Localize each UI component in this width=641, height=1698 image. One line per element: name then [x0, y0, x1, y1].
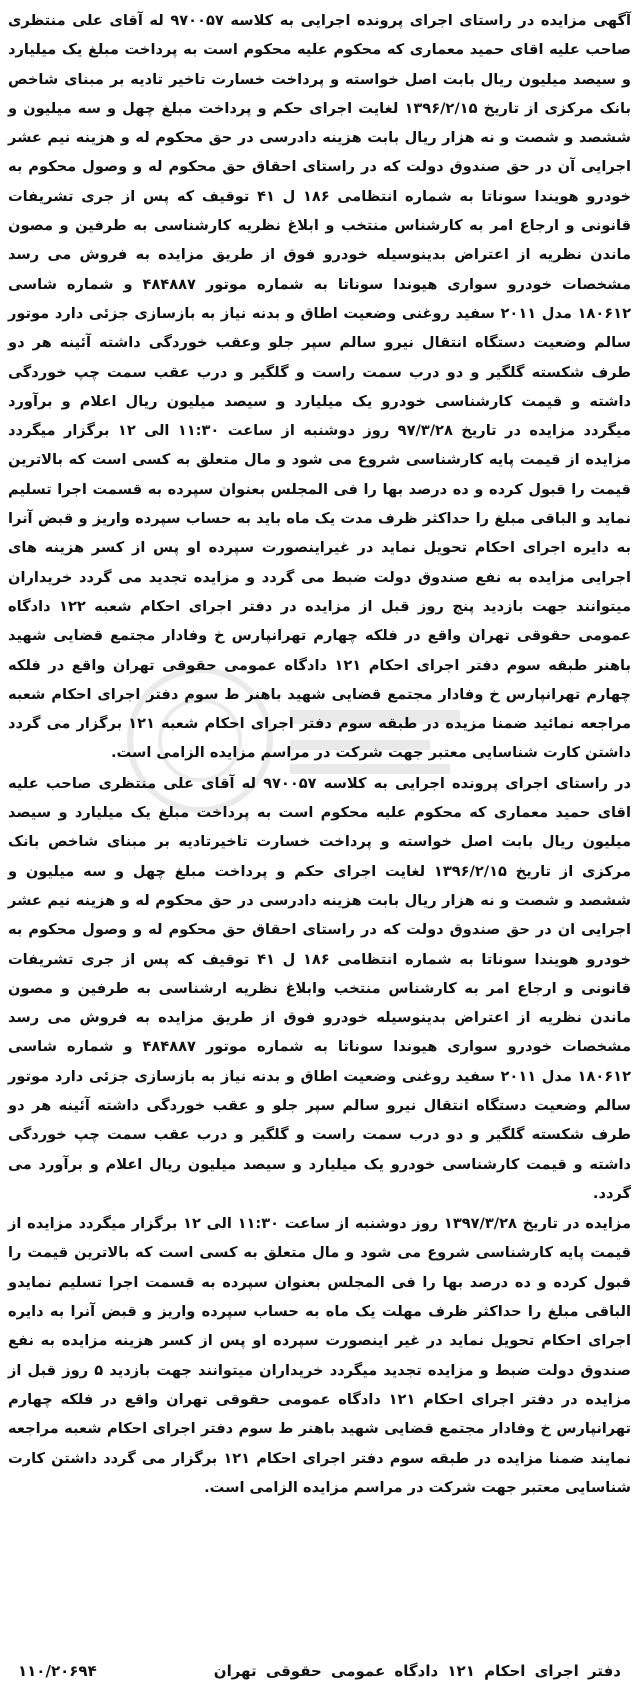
notice-paragraph-3: مزایده در تاریخ ۱۳۹۷/۳/۲۸ روز دوشنبه از ساعت ۱۱:۳۰ الی ۱۲ برگزار میگردد مزایده از قیمت پایه کارشناسی شروع می شود و مال متعلق به کسی است که بالاترین قیمت را قبول کرده و ده درصد بها را فی المجلس بعنوان سپرده به قسمت اجرا تسلیم نمایدو الباقی مبلغ را حداکثر ظرف مهلت یک ماه به حساب سپرده واریز و قبض آنرا به دایره اجرای احکام تحویل نماید در غیر اینصورت سپرده او پس از کسر هزینه مزایده به نفع صندوق دولت ضبط و مزایده تجدید میگردد خریداران میتوانند جهت بازدید ۵ روز قبل از مزایده در دفتر اجرای احکام ۱۲۱ دادگاه عمومی حقوقی تهران واقع در فلکه چهارم تهرانپارس خ وفادار مجتمع قضایی شهید باهنر ط سوم دفتر اجرای احکام شعبه مراجعه نمایند ضمنا مزایده در طبقه سوم دفتر اجرای احکام ۱۲۱ برگزار می گردد داشتن کارت شناسایی معتبر جهت شرکت در مراسم مزایده الزامی است.	[8, 1215, 631, 1496]
notice-paragraph-2: در راستای اجرای پرونده اجرایی به کلاسه ۹۷۰۰۵۷ له آقای علی منتظری صاحب علیه اقای حمید معماری که محکوم علیه محکوم است به پرداخت مبلغ یک میلیارد و سیصد میلیون ریال بابت اصل خواسته و پرداخت خسارت تاخیرتادیه بر مبنای شاخص بانک مرکزی از تاریخ ۱۳۹۶/۲/۱۵ لغایت اجرای حکم و پرداخت مبلغ چهل و سه میلیون و ششصد و شصت و نه هزار ریال بابت هزینه دادرسی در حق محکوم له و هزینه نیم عشر اجرایی ان در حق صندوق دولت که در راستای احقاق حق محکوم له و وصول محکوم به خودرو هویندا سوناتا به شماره انتظامی ۱۸۶ ل ۴۱ توقیف که پس از جری تشریفات قانونی و ارجاع امر به کارشناس منتخب وابلاغ نظریه ارشناسی به طرفین و مصون ماندن نظریه از اعتراض بدینوسیله خودرو فوق از طریق مزایده به فروش می رسد مشخصات خودرو سواری هیوندا سوناتا به شماره موتور ۴۸۴۸۸۷ و شماره شاسی ۱۸۰۶۱۲ مدل ۲۰۱۱ سفید روغنی وضعیت اطاق و بدنه نیاز به بازسازی جزئی دارد موتور سالم وضعیت دستگاه انتقال نیرو سالم سپر جلو و عقب خوردگی داشته آئینه هر دو طرف شکسته گلگیر و دو درب سمت راست و گلگیر و درب عقب سمت چپ خوردگی داشته و قیمت کارشناسی خودرو یک میلیارد و سیصد میلیون ریال اعلام و برآورد می گردد.	[8, 774, 632, 1202]
notice-code: ۱۱۰/۲۰۶۹۴	[18, 1662, 97, 1680]
notice-paragraph-1: آگهی مزایده در راستای اجرای پرونده اجرایی به کلاسه ۹۷۰۰۵۷ له آقای علی منتظری صاحب علیه اقای حمید معماری که محکوم علیه محکوم است به پرداخت مبلغ یک میلیارد و سیصد میلیون ریال بابت اصل خواسته و پرداخت خسارت تاخیر تادیه بر مبنای شاخص بانک مرکزی از تاریخ ۱۳۹۶/۲/۱۵ لغایت اجرای حکم و پرداخت مبلغ چهل و سه میلیون و ششصد و شصت و نه هزار ریال بابت هزینه دادرسی در حق محکوم له و هزینه نیم عشر اجرایی آن در حق صندوق دولت که در راستای احقاق حق محکوم له و وصول محکوم به خودرو هویندا سوناتا به شماره انتظامی ۱۸۶ ل ۴۱ توقیف که پس از جری تشریفات قانونی و ارجاع امر به کارشناس منتخب و ابلاغ نظریه کارشناسی به طرفین و مصون ماندن نظریه از اعتراض بدینوسیله خودرو فوق از طریق مزایده به فروش می رسد مشخصات خودرو سواری هیوندا سوناتا به شماره موتور ۴۸۴۸۸۷ و شماره شاسی ۱۸۰۶۱۲ مدل ۲۰۱۱ سفید روغنی وضعیت اطاق و بدنه نیاز به بازسازی جزئی دارد موتور سالم وضعیت دستگاه انتقال نیرو سالم سپر جلو وعقب خوردگی داشته آئینه هر دو طرف شکسته گلگیر و دو درب سمت راست و گلگیر و درب عقب سمت چپ خوردگی داشته و قیمت کارشناسی خودرو یک میلیارد و سیصد میلیون ریال اعلام و برآورد میگردد مزایده در تاریخ ۹۷/۳/۲۸ روز دوشنبه از ساعت ۱۱:۳۰ الی ۱۲ برگزار میگردد مزایده از قیمت پایه کارشناسی شروع می شود و مال متعلق به کسی است که بالاترین قیمت را قبول کرده و ده درصد بها را فی المجلس بعنوان سپرده به قسمت اجرا تسلیم نماید و الباقی مبلغ را حداکثر ظرف مدت یک ماه باید به حساب سپرده واریز و قبض آنرا به دایره اجرای احکام تحویل نماید در غیراینصورت سپرده او پس از کسر هزینه های اجرایی مزایده به نفع صندوق دولت ضبط می گردد و مزایده تجدید می گردد خریداران میتوانند جهت بازدید پنج روز قبل از مزایده در دفتر اجرای احکام شعبه ۱۲۲ دادگاه عمومی حقوقی تهران واقع در فلکه چهارم تهرانپارس خ وفادار مجتمع قضایی شهید باهنر طبقه سوم دفتر اجرای احکام ۱۲۱ دادگاه عمومی حقوقی تهران واقع در فلکه چهارم تهرانپارس خ وفادار مجتمع قضایی شهید باهنر ط سوم دفتر اجرای احکام شعبه مراجعه نمائید ضمنا مزیده در طبقه سوم دفتر اجرای احکام شعبه ۱۲۱ برگزار می گردد داشتن کارت شناسایی معتبر جهت شرکت در مراسم مزایده الزامی است.	[8, 12, 632, 762]
notice-footer	[18, 1655, 621, 1687]
issuing-office: دفتر اجرای احکام ۱۲۱ دادگاه عمومی حقوقی تهران	[213, 1662, 621, 1680]
